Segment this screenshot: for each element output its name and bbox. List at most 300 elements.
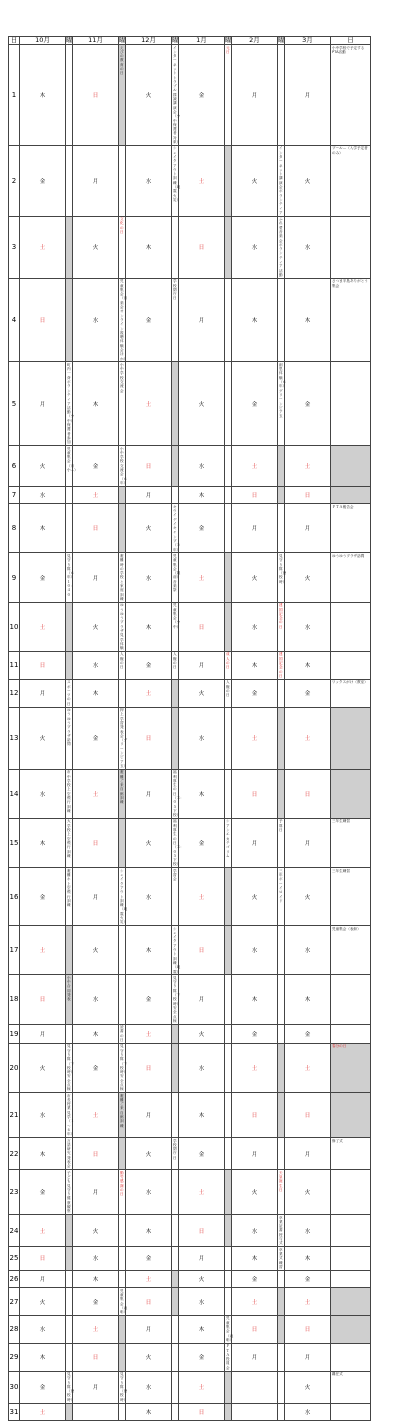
event-cell: 児童集会（小中） (172, 602, 179, 651)
event-cell (225, 1288, 232, 1316)
weekday: 木 (232, 975, 278, 1024)
weekday: 月 (126, 1093, 172, 1138)
calendar-row (9, 1215, 371, 1247)
event-cell (119, 1247, 126, 1270)
weekday: 日 (232, 1315, 278, 1343)
day-number: 9 (9, 553, 20, 602)
weekday: 金 (179, 45, 225, 146)
event-cell (225, 602, 232, 651)
weekday: 火 (20, 707, 66, 769)
weekday: 日 (73, 818, 119, 867)
event-cell (331, 362, 371, 446)
event-cell (119, 1215, 126, 1247)
weekday: 木 (126, 216, 172, 278)
weekday: 日 (232, 1093, 278, 1138)
event-cell (66, 504, 73, 553)
weekday: 金 (126, 651, 172, 679)
weekday: 木 (20, 1343, 66, 1371)
event-cell (172, 1270, 179, 1288)
event-cell (225, 553, 232, 602)
weekday: 金 (179, 1138, 225, 1170)
event-cell (66, 651, 73, 679)
event-cell: 市長授業見学（１～６年） (67, 1093, 75, 1137)
day-number: 6 (9, 446, 20, 487)
weekday: 水 (73, 651, 119, 679)
event-cell (278, 1403, 285, 1421)
event-cell: ゆうゆうプラザ訪問 (66, 707, 73, 769)
event-cell (119, 1270, 126, 1288)
calendar-row (9, 486, 371, 504)
weekday: 水 (126, 1170, 172, 1215)
weekday: 月 (73, 868, 119, 926)
event-cell (225, 145, 232, 216)
header-cell: 11月 (73, 37, 119, 45)
weekday: 月 (20, 1270, 66, 1288)
event-cell (225, 1270, 232, 1288)
event-cell (172, 707, 179, 769)
event-cell (278, 446, 285, 487)
weekday: 水 (20, 769, 66, 818)
event-cell (225, 486, 232, 504)
event-cell: 学校閉庁日 (172, 278, 179, 362)
event-cell (172, 1215, 179, 1247)
calendar-row (9, 1093, 371, 1138)
event-cell (331, 1024, 371, 1043)
weekday: 木 (179, 486, 225, 504)
event-cell: 元日 (225, 45, 232, 146)
event-cell: 避難ご来自館訓練 (119, 1093, 126, 1138)
event-cell (225, 362, 232, 446)
weekday: 土 (20, 926, 66, 975)
weekday: 土 (179, 145, 225, 216)
weekday: 金 (20, 145, 66, 216)
event-cell (331, 216, 371, 278)
event-cell: 見守り隊（下校時）安全点検 (173, 975, 181, 1023)
event-cell (172, 1288, 179, 1316)
header-cell: 1月 (179, 37, 225, 45)
weekday: 月 (73, 1371, 119, 1403)
weekday: 金 (179, 1343, 225, 1371)
weekday: 日 (73, 504, 119, 553)
event-cell (225, 504, 232, 553)
event-cell (278, 975, 285, 1024)
event-cell (331, 707, 371, 769)
weekday: 金 (232, 679, 278, 707)
event-cell (225, 926, 232, 975)
event-cell: プール…（入学予定者のみ） (331, 145, 371, 216)
event-cell (278, 1024, 285, 1043)
calendar-row (9, 145, 371, 216)
day-number: 22 (9, 1138, 20, 1170)
event-cell (331, 1343, 371, 1371)
weekday: 土 (285, 707, 331, 769)
weekday: 水 (179, 1288, 225, 1316)
calendar-row (9, 362, 371, 446)
event-cell (119, 1138, 126, 1170)
header-row (9, 37, 371, 45)
weekday: 火 (20, 1288, 66, 1316)
event-cell (225, 446, 232, 487)
calendar-row (9, 278, 371, 362)
event-cell (66, 278, 73, 362)
weekday: 日 (126, 1288, 172, 1316)
weekday: 木 (285, 278, 331, 362)
event-cell (66, 1215, 73, 1247)
calendar-row (9, 1170, 371, 1215)
weekday: 金 (73, 446, 119, 487)
weekday: 木 (232, 278, 278, 362)
weekday: 木 (126, 602, 172, 651)
header-cell: 曜 (278, 36, 285, 44)
event-cell (172, 486, 179, 504)
weekday (232, 1371, 278, 1403)
weekday: 水 (232, 216, 278, 278)
event-cell (331, 1270, 371, 1288)
header-cell: 10月 (20, 37, 66, 45)
event-cell (172, 362, 179, 446)
weekday: 日 (285, 486, 331, 504)
weekday: 土 (126, 679, 172, 707)
weekday: 水 (20, 1315, 66, 1343)
event-cell (66, 486, 73, 504)
weekday: 木 (73, 1024, 119, 1043)
weekday: 金 (126, 975, 172, 1024)
weekday: 土 (126, 362, 172, 446)
weekday: 月 (179, 651, 225, 679)
event-cell: 言語研究発表会 (67, 1138, 71, 1169)
day-number: 2 (9, 145, 20, 216)
day-number: 27 (9, 1288, 20, 1316)
weekday: 金 (285, 1024, 331, 1043)
weekday: 月 (232, 818, 278, 867)
event-cell (278, 1138, 285, 1170)
event-cell: 児童集会（表彰） (226, 1316, 234, 1342)
event-cell (331, 1315, 371, 1343)
event-cell (66, 1270, 73, 1288)
weekday: 水 (285, 926, 331, 975)
event-cell: ワックスがけ（教室） (331, 679, 371, 707)
event-cell (119, 145, 126, 216)
event-cell (225, 1093, 232, 1138)
event-cell: 学校閉庁日 (172, 1138, 179, 1170)
calendar-row (9, 868, 371, 926)
day-number: 13 (9, 707, 20, 769)
weekday: 火 (179, 362, 225, 446)
weekday: 月 (285, 818, 331, 867)
weekday: 日 (20, 1247, 66, 1270)
event-cell: 児童集会（歳前）音楽祭 (172, 553, 179, 602)
weekday: 木 (73, 362, 119, 446)
weekday: 火 (232, 553, 278, 602)
event-cell: 市中学校上空飛行訓練 (66, 769, 73, 818)
weekday: 日 (126, 1043, 172, 1092)
weekday: 日 (179, 926, 225, 975)
event-cell (331, 1170, 371, 1215)
event-cell: シェイクアウト訓練（地震・火災） (120, 868, 128, 925)
weekday: 火 (73, 1215, 119, 1247)
event-cell: 児童集会（市小…） (66, 446, 73, 487)
event-cell (331, 1288, 371, 1316)
weekday: 日 (126, 707, 172, 769)
event-cell (225, 216, 232, 278)
day-number: 25 (9, 1247, 20, 1270)
event-cell (331, 1215, 371, 1247)
weekday: 月 (126, 1315, 172, 1343)
event-cell (119, 1403, 126, 1421)
calendar-table (8, 36, 371, 1421)
weekday: 月 (232, 1138, 278, 1170)
weekday: 土 (179, 1170, 225, 1215)
day-number: 18 (9, 975, 20, 1024)
weekday: 土 (20, 1215, 66, 1247)
event-cell (172, 1043, 179, 1092)
event-cell (331, 769, 371, 818)
event-cell (172, 446, 179, 487)
weekday: 日 (285, 1093, 331, 1138)
calendar-row (9, 446, 371, 487)
event-cell: 避難ご来自館訓練 (119, 769, 126, 818)
weekday: 日 (232, 486, 278, 504)
event-cell (66, 45, 73, 146)
event-cell: シェイクアウト訓練（地震） (173, 926, 181, 974)
event-cell: ふれ愛音楽会・ボランティア活動 (279, 217, 287, 277)
event-cell (225, 975, 232, 1024)
event-cell: インターネット講演会・ボランティア (279, 146, 287, 215)
weekday: 土 (73, 1315, 119, 1343)
event-cell (331, 1247, 371, 1270)
weekday: 木 (126, 1215, 172, 1247)
event-cell (66, 1247, 73, 1270)
weekday: 火 (232, 868, 278, 926)
weekday: 月 (20, 679, 66, 707)
event-cell (278, 1270, 285, 1288)
weekday: 木 (179, 1315, 225, 1343)
day-number: 3 (9, 216, 20, 278)
event-cell: 避難ホ上空飛行訓練 (66, 868, 73, 926)
weekday: 土 (232, 446, 278, 487)
weekday: 木 (285, 651, 331, 679)
weekday: 土 (232, 1288, 278, 1316)
day-number: 11 (9, 651, 20, 679)
day-number: 31 (9, 1403, 20, 1421)
weekday: 土 (20, 216, 66, 278)
weekday: 木 (20, 818, 66, 867)
day-number: 30 (9, 1371, 20, 1403)
weekday: 月 (179, 278, 225, 362)
weekday: 日 (232, 769, 278, 818)
event-cell: 大学校上空飛行訓練 (66, 818, 73, 867)
weekday: 火 (179, 1270, 225, 1288)
event-cell (278, 769, 285, 818)
event-cell (66, 1024, 73, 1043)
weekday: 水 (126, 1371, 172, 1403)
day-number: 4 (9, 278, 20, 362)
event-cell (119, 1343, 126, 1371)
weekday: 月 (285, 1138, 331, 1170)
event-cell (66, 1403, 73, 1421)
weekday: 日 (285, 769, 331, 818)
weekday: 水 (232, 1215, 278, 1247)
calendar-row (9, 1315, 371, 1343)
weekday: 日 (179, 1403, 225, 1421)
weekday: 木 (126, 1403, 172, 1421)
weekday: 金 (20, 1170, 66, 1215)
day-number: 16 (9, 868, 20, 926)
event-cell: 見守り隊（登校時） (67, 1372, 75, 1402)
weekday: 木 (285, 1247, 331, 1270)
weekday: 土 (20, 1403, 66, 1421)
event-cell: 読書の日 (120, 1025, 124, 1043)
day-number: 12 (9, 679, 20, 707)
weekday: 金 (126, 278, 172, 362)
event-cell: 見守り隊（下校時）安全点検 (67, 1044, 75, 1092)
weekday: 土 (285, 446, 331, 487)
weekday: 土 (179, 553, 225, 602)
event-cell: 創思体験（６年）グリーンピア玉 (278, 362, 285, 446)
event-cell (278, 1093, 285, 1138)
weekday: 火 (126, 1343, 172, 1371)
event-cell (66, 1343, 73, 1371)
calendar-row (9, 818, 371, 867)
weekday: 土 (126, 1024, 172, 1043)
event-cell (66, 1315, 73, 1343)
weekday: 日 (73, 1343, 119, 1371)
event-cell: えびの教育の日 (119, 45, 126, 146)
weekday: 金 (285, 362, 331, 446)
event-cell: 成人の日 (225, 651, 232, 679)
event-cell: 修了式 (331, 1138, 371, 1170)
calendar-row (9, 651, 371, 679)
event-cell (66, 602, 73, 651)
weekday: 月 (232, 1343, 278, 1371)
event-cell: さつま半島ありがとう集会 (331, 278, 371, 362)
event-cell (225, 1215, 232, 1247)
event-cell (278, 1288, 285, 1316)
weekday: 金 (179, 818, 225, 867)
weekday: 土 (126, 1270, 172, 1288)
event-cell (331, 486, 371, 504)
day-number: 24 (9, 1215, 20, 1247)
weekday: 金 (73, 1288, 119, 1316)
weekday: 木 (232, 1247, 278, 1270)
header-cell: 日 (9, 37, 20, 45)
calendar-row (9, 504, 371, 553)
weekday: 金 (73, 707, 119, 769)
weekday: 火 (285, 868, 331, 926)
event-cell (66, 1288, 73, 1316)
weekday: 月 (179, 975, 225, 1024)
event-cell (278, 278, 285, 362)
event-cell (278, 486, 285, 504)
weekday: 水 (20, 1093, 66, 1138)
day-number: 17 (9, 926, 20, 975)
calendar-row (9, 216, 371, 278)
weekday: 土 (179, 868, 225, 926)
event-cell (172, 1403, 179, 1421)
weekday: 火 (20, 446, 66, 487)
calendar-body (9, 45, 371, 1421)
event-cell: 児童集会（音楽会・オンライン視聴体験会ほか） (120, 279, 128, 361)
event-cell: 小中合同発表 (66, 975, 73, 1024)
event-cell (278, 707, 285, 769)
weekday: 水 (179, 707, 225, 769)
event-cell: 勤労感謝の日 (119, 1170, 126, 1215)
weekday (73, 1403, 119, 1421)
day-number: 5 (9, 362, 20, 446)
event-cell: 福利厚生の日（３：０５下校） (173, 819, 184, 867)
weekday: 月 (73, 553, 119, 602)
event-cell (278, 1371, 285, 1403)
weekday: 木 (126, 926, 172, 975)
weekday: 月 (179, 1247, 225, 1270)
weekday: 火 (232, 145, 278, 216)
weekday: 火 (285, 1371, 331, 1403)
event-cell (278, 45, 285, 146)
event-cell (331, 1403, 371, 1421)
event-cell: 見守り隊（６年）１０：４０ (66, 553, 73, 602)
weekday: 土 (20, 602, 66, 651)
event-cell (119, 926, 126, 975)
event-cell: 予算日 (278, 818, 285, 867)
weekday: 火 (73, 602, 119, 651)
calendar-row (9, 602, 371, 651)
day-number: 10 (9, 602, 20, 651)
event-cell (119, 1315, 126, 1343)
weekday: 土 (232, 1043, 278, 1092)
weekday: 火 (73, 926, 119, 975)
event-cell: 学習会 (172, 868, 179, 926)
calendar-row (9, 707, 371, 769)
weekday: 金 (285, 679, 331, 707)
event-cell (278, 1343, 285, 1371)
weekday: 日 (20, 975, 66, 1024)
weekday: 日 (73, 1138, 119, 1170)
weekday: 水 (73, 975, 119, 1024)
weekday: 月 (73, 145, 119, 216)
event-cell (278, 1315, 285, 1343)
weekday: 火 (126, 504, 172, 553)
weekday: 土 (285, 1288, 331, 1316)
day-number: 19 (9, 1024, 20, 1043)
event-cell (225, 1138, 232, 1170)
calendar-row (9, 1343, 371, 1371)
weekday: 日 (179, 216, 225, 278)
weekday: 月 (232, 504, 278, 553)
event-cell (119, 818, 126, 867)
weekday: 金 (20, 1371, 66, 1403)
event-cell (225, 1043, 232, 1092)
weekday: 土 (179, 1371, 225, 1403)
weekday: 月 (20, 1024, 66, 1043)
event-cell (119, 975, 126, 1024)
calendar-row (9, 1403, 371, 1421)
weekday: 水 (20, 486, 66, 504)
header-cell: 12月 (126, 37, 172, 45)
event-cell: 建国記念の日 (278, 602, 285, 651)
calendar-row (9, 975, 371, 1024)
event-cell (66, 216, 73, 278)
event-cell: 文化の日 (119, 216, 126, 278)
event-cell: インターネットトラブル撲滅講演会（小中・保護者対象） (173, 45, 181, 145)
event-cell (225, 1371, 232, 1403)
weekday: 月 (285, 45, 331, 146)
weekday: 土 (232, 707, 278, 769)
event-cell (172, 679, 179, 707)
weekday: 火 (179, 1024, 225, 1043)
event-cell: 離任式 (331, 1371, 371, 1403)
weekday: 月 (232, 45, 278, 146)
event-cell: シアンエカテゴリム (225, 818, 232, 867)
